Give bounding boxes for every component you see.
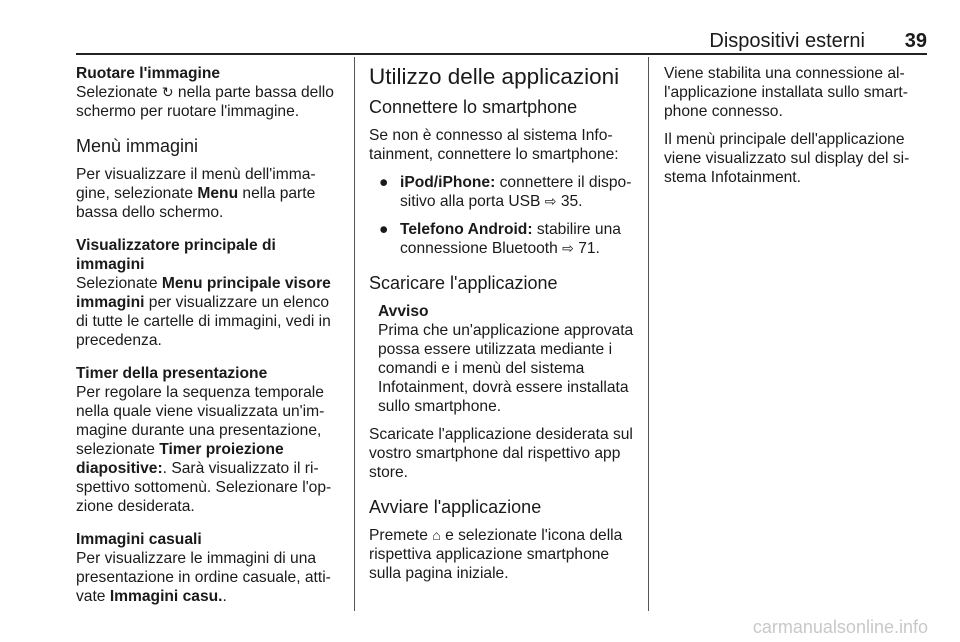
subsection-title: Ruotare l'immagine: [76, 65, 221, 82]
subsection-title: Visualizzatore principale di immagini: [76, 237, 276, 273]
rotate-icon: ↻: [161, 84, 174, 100]
notice-title: Avviso: [378, 303, 429, 320]
column-divider: [648, 57, 649, 611]
section-heading: Scaricare l'applicazione: [369, 273, 558, 293]
paragraph: Scaricate l'applicazione desiderata sul vostro smartphone dal rispettivo app store.: [369, 426, 633, 481]
page-number: 39: [904, 30, 927, 52]
column-3: [664, 64, 926, 187]
paragraph: Per visualizzare il menù dell'immagine, selezionate Menu nella parte bassa dello schermo.: [76, 166, 316, 221]
column-1: [76, 64, 344, 606]
column-2: [369, 64, 637, 583]
bullet-list: [369, 173, 637, 258]
subsection-title: Immagini casuali: [76, 531, 202, 548]
bullet-icon: ●: [379, 174, 389, 191]
home-icon: ⌂: [432, 527, 441, 543]
section-heading: Menù immagini: [76, 136, 199, 156]
notice-text: Prima che un'applicazione approvata possa essere utilizzata mediante i comandi e i menù del sistema Infotainment, dovrà essere installata sullo smartphone.: [378, 322, 634, 415]
watermark: carmanualsonline.info: [752, 617, 928, 637]
list-item: ● Telefono Android: stabilire una connessione Bluetooth ⇨ 71.: [379, 221, 621, 257]
notice-box: [369, 302, 637, 416]
bullet-icon: ●: [379, 221, 389, 238]
chapter-title: Utilizzo delle applicazioni: [369, 64, 620, 89]
column-divider: [354, 57, 355, 611]
paragraph: Per visualizzare le immagini di una presentazione in ordine casuale, attivate Immagini casu..: [76, 550, 331, 605]
paragraph: Selezionate Menu principale visore immagini per visualizzare un elenco di tutte le cartelle di immagini, vedi in precedenza.: [76, 275, 331, 349]
paragraph: Il menù principale dell'applicazione viene visualizzato sul display del sistema Infotainment.: [664, 131, 910, 186]
header-divider: [76, 53, 927, 55]
section-title: Dispositivi esterni: [709, 30, 865, 52]
paragraph: Selezionate ↻ nella parte bassa dello schermo per ruotare l'immagine.: [76, 84, 334, 120]
paragraph: Viene stabilita una connessione all'applicazione installata sullo smartphone connesso.: [664, 65, 908, 120]
subsection-title: Timer della presentazione: [76, 365, 268, 382]
list-item: ● iPod/iPhone: connettere il dispositivo alla porta USB ⇨ 35.: [379, 174, 632, 210]
reference-arrow-icon: ⇨: [562, 240, 574, 256]
reference-arrow-icon: ⇨: [544, 193, 557, 209]
paragraph: Premete ⌂ e selezionate l'icona della rispettiva applicazione smartphone sulla pagina iniziale.: [369, 527, 623, 582]
page-header: [76, 28, 927, 54]
paragraph: Se non è connesso al sistema Infotainment, connettere lo smartphone:: [369, 127, 619, 163]
paragraph: Per regolare la sequenza temporale nella quale viene visualizzata un'immagine durante una presentazione, selezionate Timer proiezione diapositive:. Sarà visualizzato il rispettivo sottomenù. Selezionare l'opzione desiderata.: [76, 384, 332, 515]
section-heading: Connettere lo smartphone: [369, 97, 578, 117]
section-heading: Avviare l'applicazione: [369, 497, 542, 517]
